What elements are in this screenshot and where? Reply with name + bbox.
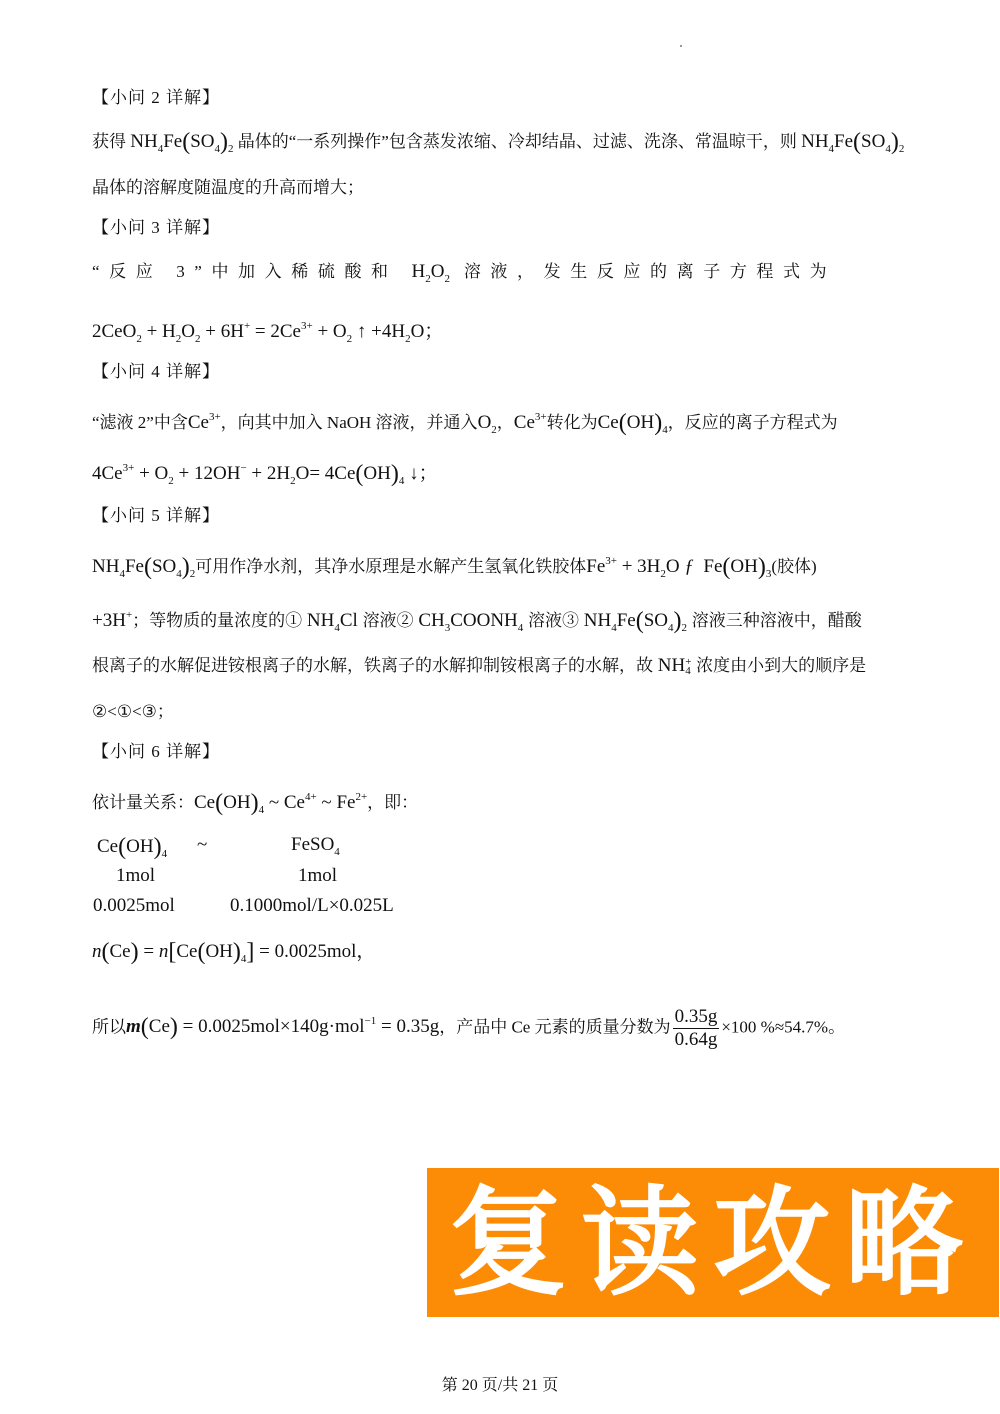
q6-mass-line: 所以m(Ce) = 0.0025mol×140g·mol$^{-1}$ = 0.35g，产品中 Ce 元素的质量分数为 $\frac{0.35g}{0.64g}$ ×100 %≈54.7%。 (92, 1006, 846, 1050)
scan-speck (680, 45, 682, 47)
heading-q4: 【小问 4 详解】 (92, 362, 220, 381)
heading-q2: 【小问 2 详解】 (92, 88, 220, 107)
q2-line-1: 获得 $NH_4Fe(SO_4)_2$ 晶体的“一系列操作”包含蒸发浓缩、冷却结晶、过滤、洗涤、常温晾干，则 $NH_4Fe(SO_4)_2$ (92, 129, 905, 155)
q4-line-1: “滤液 2”中含$Ce^{3+}$，向其中加入 NaOH 溶液，并通入$O_2$，$Ce^{3+}$转化为$Ce(OH)_4$，反应的离子方程式为 (92, 410, 838, 436)
q2-line-2: 晶体的溶解度随温度的升高而增大； (92, 178, 364, 197)
stoich-amount-right: 0.1000mol/L×0.025L (230, 895, 394, 916)
q6-line-1: 依计量关系：$Ce(OH)_4$ ~ $Ce^{4+}$ ~ $Fe^{2+}$，即： (92, 790, 419, 816)
q5-line-1: $NH_4Fe(SO_4)_2$可用作净水剂，其净水原理是水解产生氢氧化铁胶体$Fe^{3+} + 3H_2O$ ƒ $Fe(OH)_3$(胶体) (92, 554, 817, 580)
heading-q3: 【小问 3 详解】 (92, 218, 220, 237)
page-number: 第 20 页/共 21 页 (441, 1377, 559, 1394)
stoich-ce-oh4: $Ce(OH)_4$ (97, 834, 168, 860)
q5-line-4: ②<①<③； (92, 702, 174, 721)
formula-nh4fe-so4-2: $NH_4Fe(SO_4)_2$ (801, 129, 905, 155)
stoich-1mol-right: 1mol (298, 865, 338, 886)
stoich-feso4: FeSO$_4$ (291, 834, 340, 858)
heading-q5: 【小问 5 详解】 (92, 506, 220, 525)
q6-n-ce: $n(Ce) = n[Ce(OH)_4] = 0.0025mol$， (92, 939, 376, 965)
formula-h2o2: $H_2O_2$ (411, 261, 450, 285)
q3-equation: $2CeO_2 + H_2O_2 + 6H^+ = 2Ce^{3+} + O_2$ ↑ $+4H_2O$； (92, 320, 444, 345)
stoich-amount-left: 0.0025mol (93, 895, 175, 916)
banner-text: 复读攻略 (448, 1173, 977, 1312)
q5-line-2: +3H+；等物质的量浓度的① $NH_4Cl$ 溶液② $CH_3COONH_4$ 溶液③ $NH_4Fe(SO_4)_2$ 溶液三种溶液中，醋酸 (92, 608, 862, 634)
brand-banner (427, 1168, 999, 1317)
q4-equation: $4Ce^{3+} + O_2 + 12OH^- + 2H_2O= 4Ce(OH)_4$ ↓； (92, 461, 438, 487)
stoich-tilde: ~ (197, 834, 208, 855)
mass-fraction: $\frac{0.35g}{0.64g}$ (674, 1006, 718, 1050)
q5-line-3: 根离子的水解促进铵根离子的水解，铁离子的水解抑制铵根离子的水解，故 NH + 4 浓度由小到大的顺序是 (92, 655, 867, 677)
formula-nh4fe-so4-2: $NH_4Fe(SO_4)_2$ (130, 129, 234, 155)
stoich-1mol-left: 1mol (116, 865, 156, 886)
q3-line-1: “反应 3”中加入稀硫酸和 $H_2O_2$ 溶液，发生反应的离子方程式为 (92, 261, 837, 285)
heading-q6: 【小问 6 详解】 (92, 742, 220, 761)
